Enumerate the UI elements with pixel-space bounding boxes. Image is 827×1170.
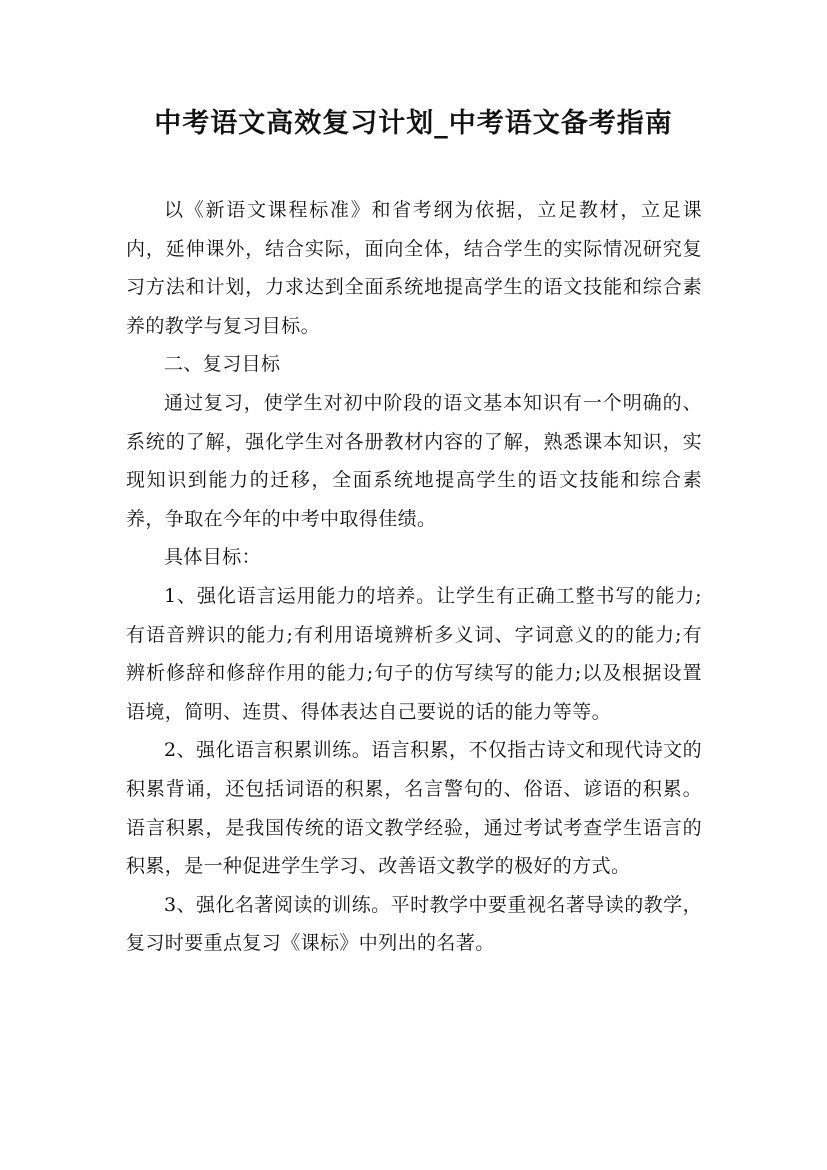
document-title: 中考语文高效复习计划_中考语文备考指南 <box>154 108 673 139</box>
heading-review-goals: 二、复习目标 <box>164 353 281 376</box>
paragraph-goal-2: 2、强化语言积累训练。语言积累，不仅指古诗文和现代诗文的积累背诵，还包括词语的积累，名言警句的、俗语、谚语的积累。语言积累，是我国传统的语文教学经验，通过考试考查学生语言的积累，是一种促进学生学习、改善语文教学的极好的方式。 <box>126 739 702 878</box>
paragraph-goal-1: 1、强化语言运用能力的培养。让学生有正确工整书写的能力;有语音辨识的能力;有利用语境辨析多义词、字词意义的的能力;有辨析修辞和修辞作用的能力;句子的仿写续写的能力;以及根据设置语境，简明、连贯、得体表达自己要说的话的能力等等。 <box>126 584 702 723</box>
paragraph-review-goals: 通过复习，使学生对初中阶段的语文基本知识有一个明确的、系统的了解，强化学生对各册教材内容的了解，熟悉课本知识，实现知识到能力的迁移，全面系统地提高学生的语文技能和综合素养，争取在今年的中考中取得佳绩。 <box>126 391 702 530</box>
paragraph-intro: 以《新语文课程标准》和省考纲为依据，立足教材，立足课内，延伸课外，结合实际，面向全体，结合学生的实际情况研究复习方法和计划，力求达到全面系统地提高学生的语文技能和综合素养的教学与复习目标。 <box>126 199 702 337</box>
document-body <box>126 191 702 963</box>
heading-specific-goals: 具体目标： <box>164 546 262 569</box>
paragraph-goal-3: 3、强化名著阅读的训练。平时教学中要重视名著导读的教学，复习时要重点复习《课标》中列出的名著。 <box>126 893 702 955</box>
